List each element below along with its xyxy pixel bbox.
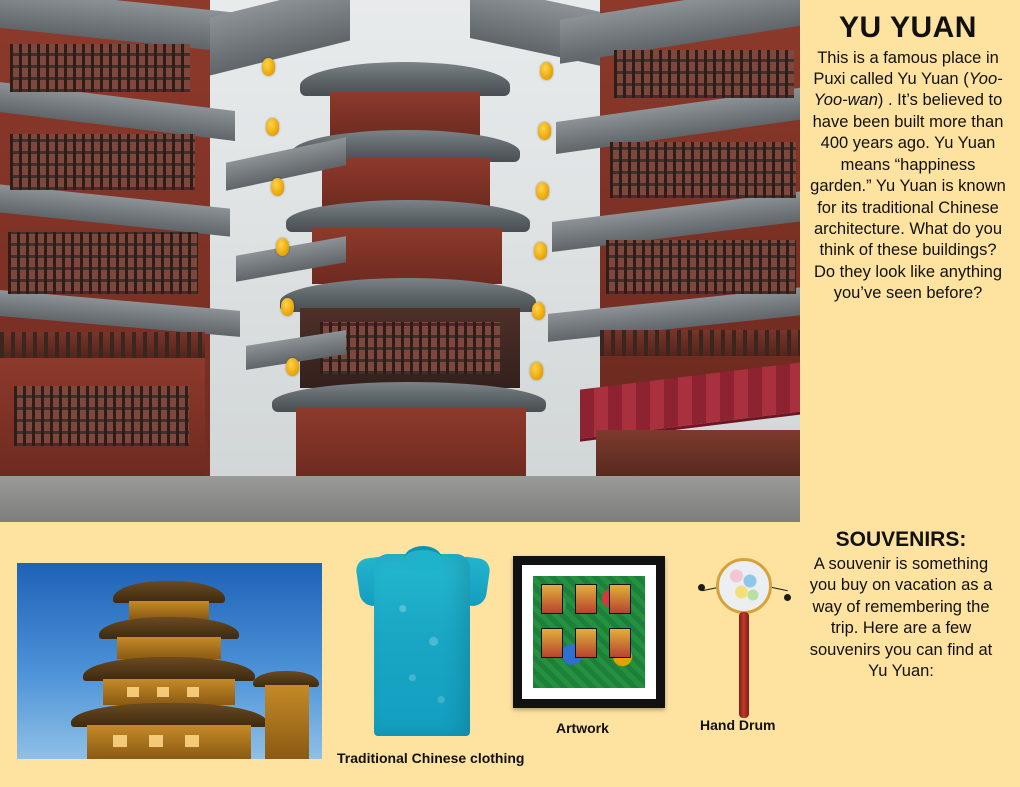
window-lattice-right-3 <box>606 240 796 294</box>
lantern-icon <box>536 182 549 200</box>
lantern-icon <box>540 62 553 80</box>
lantern-icon <box>262 58 275 76</box>
caption-clothing: Traditional Chinese clothing <box>337 750 525 766</box>
caption-artwork: Artwork <box>556 720 609 736</box>
article-text-part2: ) . It’s believed to have been built more than 400 years ago. Yu Yuan means “happiness garden.” Yu Yuan is known for its traditional Chinese architecture. What do you think of these buildings? Do they look like anything you’ve seen before? <box>810 91 1006 303</box>
artwork-figure <box>575 628 597 658</box>
lantern-icon <box>534 242 547 260</box>
lantern-icon <box>286 358 299 376</box>
souvenirs-column <box>790 528 1012 683</box>
pagoda-photo <box>17 563 322 759</box>
lantern-icon <box>538 122 551 140</box>
lantern-icon <box>276 238 289 256</box>
pagoda-photo-light <box>187 687 199 697</box>
artwork-figure <box>609 628 631 658</box>
artwork-figure <box>541 628 563 658</box>
souvenirs-paragraph: A souvenir is something you buy on vacation as a way of remembering the trip. Here are a few souvenirs you can find at Yu Yuan: <box>809 555 993 681</box>
pagoda-photo-light <box>185 735 199 747</box>
balcony-right <box>600 330 800 356</box>
street-ground <box>0 476 800 522</box>
artwork-figures <box>533 576 645 688</box>
balcony-left <box>0 332 205 358</box>
dress-body <box>374 554 470 736</box>
window-lattice-left-4 <box>14 386 189 446</box>
window-lattice-right-1 <box>614 50 794 98</box>
window-lattice-left-1 <box>10 44 190 92</box>
traditional-clothing-image <box>352 532 492 744</box>
pagoda-photo-light <box>157 687 169 697</box>
artwork-image <box>513 556 665 708</box>
caption-hand-drum: Hand Drum <box>700 717 776 733</box>
artwork-figure <box>609 584 631 614</box>
page-title: YU YUAN <box>839 11 977 44</box>
article-paragraph <box>810 48 1006 305</box>
souvenir-band <box>0 522 1020 787</box>
pagoda-body-5 <box>296 408 526 478</box>
souvenirs-heading: SOUVENIRS: <box>835 528 967 551</box>
pronunciation-text: Yoo-Yoo-wan <box>813 69 1003 110</box>
lantern-icon <box>530 362 543 380</box>
lantern-icon <box>281 298 294 316</box>
lantern-icon <box>532 302 545 320</box>
drum-head <box>716 558 772 614</box>
dress-collar <box>404 546 442 572</box>
drum-handle <box>739 612 749 718</box>
pagoda-photo-body-4 <box>87 725 251 759</box>
pagoda-photo-light <box>113 735 127 747</box>
pagoda-photo-body-3 <box>103 679 235 705</box>
artwork-figure <box>575 584 597 614</box>
lantern-icon <box>266 118 279 136</box>
drum-bead <box>698 584 705 591</box>
pagoda-photo-light <box>127 687 139 697</box>
window-lattice-left-2 <box>10 134 195 190</box>
article-column <box>800 0 1020 522</box>
window-lattice-right-2 <box>610 142 796 198</box>
lantern-icon <box>271 178 284 196</box>
pagoda-photo-side-body <box>265 685 309 759</box>
hand-drum-image <box>690 544 800 734</box>
pagoda-photo-body-2 <box>117 637 221 659</box>
window-lattice-left-3 <box>8 232 198 294</box>
pagoda-photo-light <box>149 735 163 747</box>
article-text-part1: This is a famous place in Puxi called Yu Yuan ( <box>813 48 999 88</box>
window-lattice-center <box>320 322 500 374</box>
artwork-figure <box>541 584 563 614</box>
